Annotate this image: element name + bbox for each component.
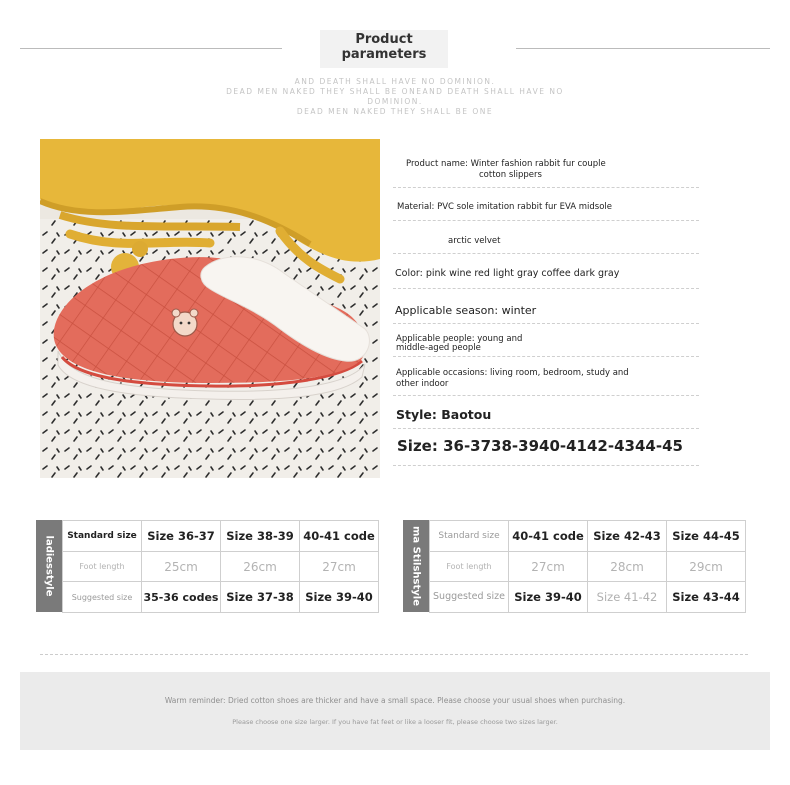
reminder-line2: Please choose one size larger. If you have fat feet or like a looser fit, please choose two sizes larger. <box>232 718 558 726</box>
mens-style-text: ma Stilshstyle <box>410 525 422 607</box>
param-material-extra <box>393 221 699 254</box>
table-cell: Suggested size <box>63 582 142 613</box>
subtitle-line2: DEAD MEN NAKED THEY SHALL BE ONEAND DEATH SHALL HAVE NO <box>226 87 564 96</box>
mens-style-label <box>403 520 429 612</box>
table-cell: Size 39-40 <box>300 582 379 613</box>
table-row <box>430 582 746 613</box>
page-title-line1: Product <box>355 32 413 47</box>
param-product-name-line1: Product name: Winter fashion rabbit fur couple <box>406 159 606 169</box>
warm-reminder-box <box>20 672 770 750</box>
table-cell: Standard size <box>430 521 509 552</box>
param-occasions-line1: Applicable occasions: living room, bedroom, study and <box>396 368 629 378</box>
param-occasions-line2: other indoor <box>396 379 449 389</box>
param-color-text: Color: pink wine red light gray coffee dark gray <box>395 268 620 279</box>
table-row <box>63 552 379 582</box>
table-cell: Size 38-39 <box>221 521 300 552</box>
mens-size-table <box>429 520 746 613</box>
param-product-name-line2: cotton slippers <box>479 170 542 180</box>
param-style <box>393 396 699 429</box>
table-cell: Size 36-37 <box>142 521 221 552</box>
param-occasions <box>393 357 699 396</box>
reminder-line1: Warm reminder: Dried cotton shoes are thicker and have a small space. Please choose your usual shoes when purchasing. <box>164 696 626 705</box>
param-season <box>393 289 699 324</box>
param-product-name <box>393 150 699 188</box>
table-cell: 28cm <box>588 552 667 582</box>
table-cell: Suggested size <box>430 582 509 613</box>
param-people-line2: middle-aged people <box>396 343 481 353</box>
page-title <box>320 30 448 68</box>
param-material-text: Material: PVC sole imitation rabbit fur EVA midsole <box>397 202 613 212</box>
param-color <box>393 254 699 289</box>
header-line-right <box>516 48 770 49</box>
table-cell: 40-41 code <box>300 521 379 552</box>
page-title-line2: parameters <box>341 47 427 62</box>
table-cell: 35-36 codes <box>142 582 221 613</box>
table-row <box>63 521 379 552</box>
table-row <box>63 582 379 613</box>
product-parameters <box>393 150 699 466</box>
table-row <box>430 552 746 582</box>
section-divider <box>40 654 748 655</box>
table-cell: 27cm <box>509 552 588 582</box>
table-cell: Size 39-40 <box>509 582 588 613</box>
param-season-text: Applicable season: winter <box>395 304 537 317</box>
subtitle-line4: DEAD MEN NAKED THEY SHALL BE ONE <box>296 107 494 116</box>
product-photo <box>40 139 380 478</box>
param-style-text: Style: Baotou <box>396 407 492 422</box>
param-size <box>393 429 699 466</box>
slipper-illustration <box>40 139 380 478</box>
table-cell: Size 37-38 <box>221 582 300 613</box>
param-material-extra-text: arctic velvet <box>448 236 501 246</box>
table-cell: Size 43-44 <box>667 582 746 613</box>
header-line-left <box>20 48 282 49</box>
subtitle-line3: DOMINION. <box>367 97 423 106</box>
param-size-text: Size: 36-3738-3940-4142-4344-45 <box>397 437 683 455</box>
table-cell: 40-41 code <box>509 521 588 552</box>
table-cell: Foot length <box>430 552 509 582</box>
table-cell: 26cm <box>221 552 300 582</box>
ladies-size-table <box>62 520 379 613</box>
table-cell: Size 41-42 <box>588 582 667 613</box>
subtitle-line1: AND DEATH SHALL HAVE NO DOMINION. <box>294 77 496 86</box>
ladies-style-text: ladiesstyle <box>43 535 55 597</box>
table-cell: Size 44-45 <box>667 521 746 552</box>
table-cell: Foot length <box>63 552 142 582</box>
param-people <box>393 324 699 357</box>
table-cell: 25cm <box>142 552 221 582</box>
table-cell: Size 42-43 <box>588 521 667 552</box>
param-people-line1: Applicable people: young and <box>396 334 523 344</box>
table-cell: Standard size <box>63 521 142 552</box>
table-row <box>430 521 746 552</box>
param-material <box>393 188 699 221</box>
table-cell: 29cm <box>667 552 746 582</box>
table-cell: 27cm <box>300 552 379 582</box>
ladies-style-label <box>36 520 62 612</box>
